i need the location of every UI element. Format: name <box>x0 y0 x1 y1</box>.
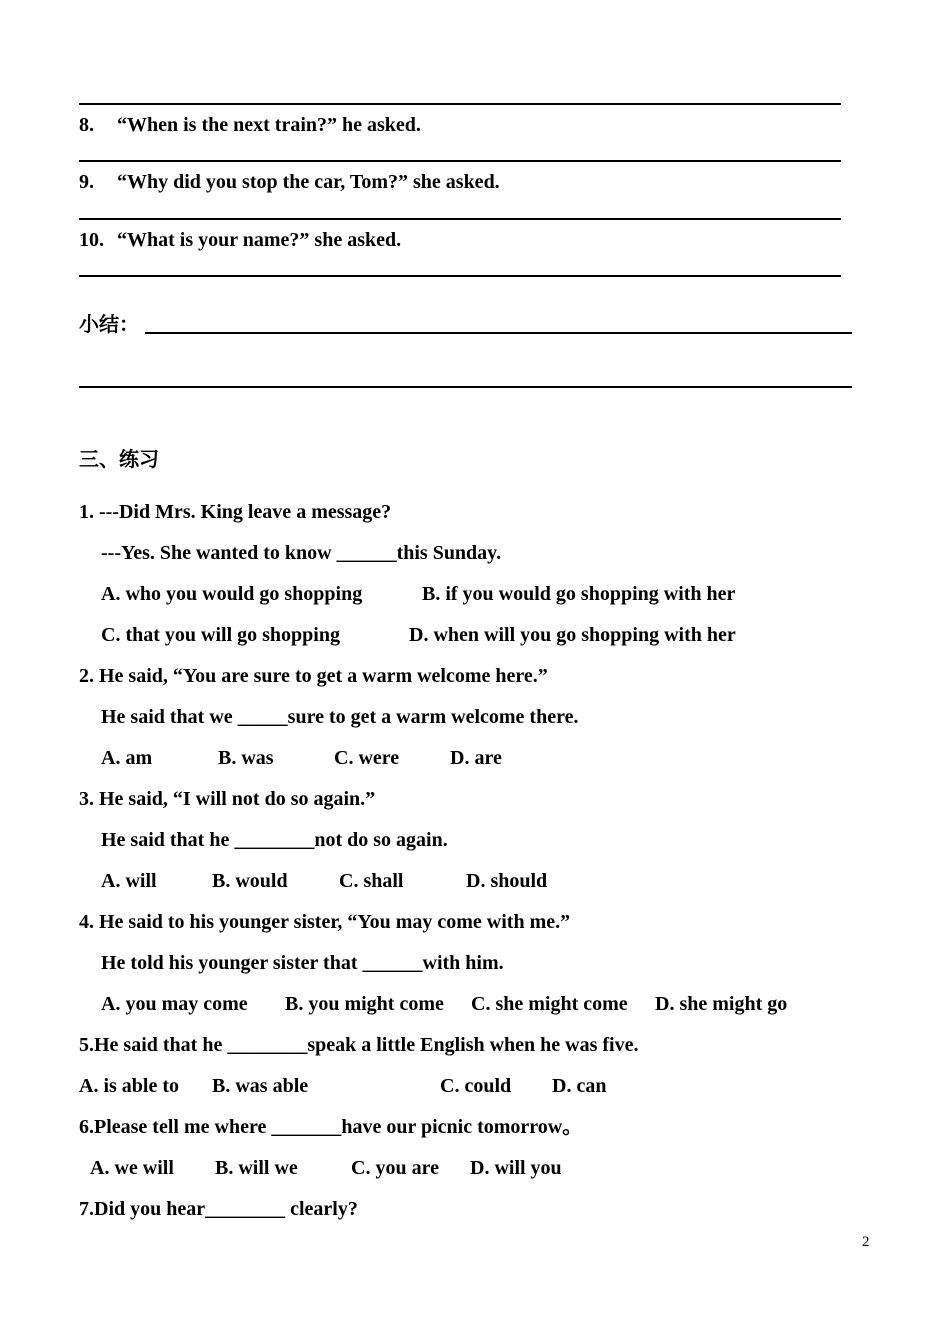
question-stem-line2: He told his younger sister that ______with him. <box>101 952 504 974</box>
option-c: C. were <box>334 747 400 769</box>
option-a: A. we will <box>90 1157 174 1179</box>
option-a: A. am <box>101 747 153 769</box>
option-a: A. you may come <box>101 993 248 1015</box>
question-stem-line2: He said that we _____sure to get a warm welcome there. <box>101 706 579 728</box>
option-b: B. you might come <box>285 993 444 1015</box>
rewrite-item-text: “Why did you stop the car, Tom?” she asked. <box>117 171 500 193</box>
question-stem-line2: He said that he ________not do so again. <box>101 829 448 851</box>
summary-label: 小结： <box>79 314 139 336</box>
rewrite-item-text: “When is the next train?” he asked. <box>117 114 421 136</box>
question-stem: 4. He said to his younger sister, “You may come with me.” <box>79 911 571 933</box>
option-d: D. are <box>450 747 502 769</box>
option-c: C. shall <box>339 870 404 892</box>
option-b: B. if you would go shopping with her <box>422 583 736 605</box>
option-d: D. when will you go shopping with her <box>409 624 736 646</box>
option-b: B. would <box>212 870 288 892</box>
question-stem: 6.Please tell me where _______have our picnic tomorrow。 <box>79 1116 583 1138</box>
rewrite-item-number: 10. <box>79 229 104 251</box>
answer-line <box>79 103 841 105</box>
option-b: B. will we <box>215 1157 298 1179</box>
summary-line <box>79 386 852 388</box>
option-a: A. who you would go shopping <box>101 583 363 605</box>
option-d: D. she might go <box>655 993 788 1015</box>
option-c: C. you are <box>351 1157 439 1179</box>
question-stem: 2. He said, “You are sure to get a warm welcome here.” <box>79 665 548 687</box>
question-stem: 7.Did you hear________ clearly? <box>79 1198 358 1220</box>
section-title: 三、练习 <box>79 449 159 471</box>
option-c: C. that you will go shopping <box>101 624 340 646</box>
option-d: D. should <box>466 870 548 892</box>
option-a: A. will <box>101 870 157 892</box>
summary-line <box>145 332 852 334</box>
question-stem: 1. ---Did Mrs. King leave a message? <box>79 501 392 523</box>
option-a: A. is able to <box>79 1075 179 1097</box>
rewrite-item-number: 8. <box>79 114 94 136</box>
question-stem-line2: ---Yes. She wanted to know ______this Sunday. <box>101 542 502 564</box>
answer-line <box>79 275 841 277</box>
option-b: B. was able <box>212 1075 309 1097</box>
option-d: D. will you <box>470 1157 562 1179</box>
option-b: B. was <box>218 747 274 769</box>
rewrite-item-text: “What is your name?” she asked. <box>117 229 402 251</box>
rewrite-item-number: 9. <box>79 171 94 193</box>
option-c: C. she might come <box>471 993 628 1015</box>
option-d: D. can <box>552 1075 607 1097</box>
answer-line <box>79 218 841 220</box>
answer-line <box>79 160 841 162</box>
question-stem: 3. He said, “I will not do so again.” <box>79 788 376 810</box>
option-c: C. could <box>440 1075 512 1097</box>
question-stem: 5.He said that he ________speak a little English when he was five. <box>79 1034 639 1056</box>
page-number: 2 <box>862 1234 870 1250</box>
